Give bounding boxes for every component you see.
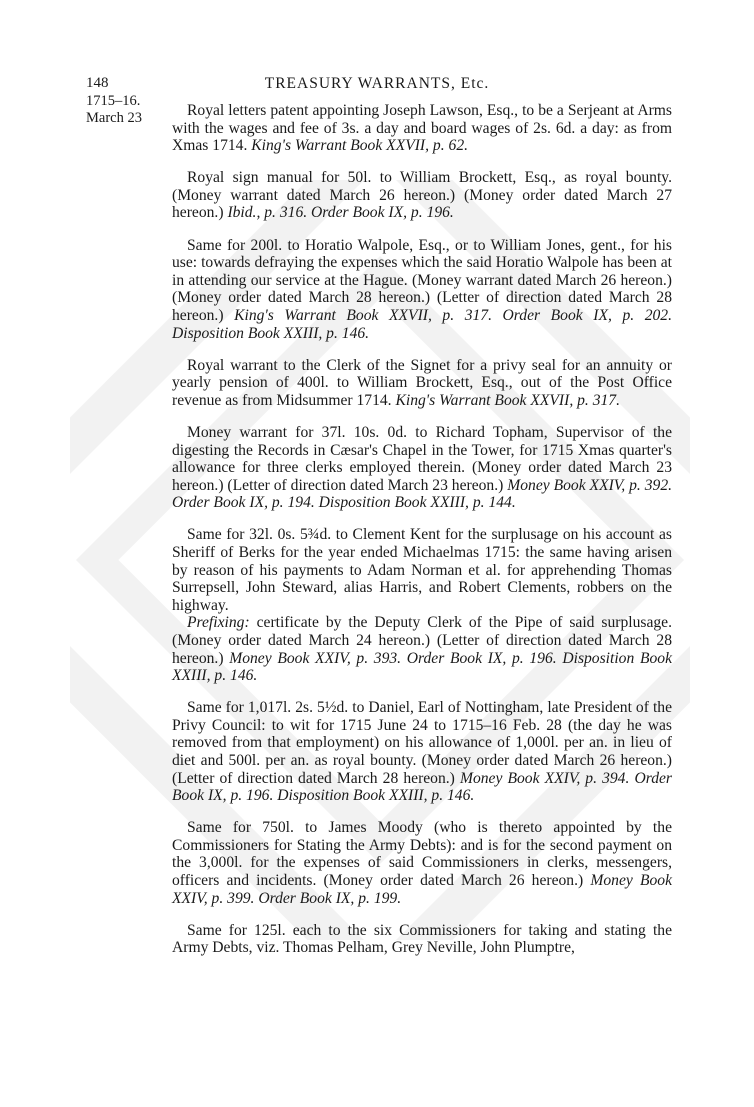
- entry: [172, 237, 672, 343]
- entry-text: Royal sign manual for 50l. to William Brockett, Esq., as royal bounty. (Money warrant dated March 26 hereon.) (Money order dated March 27 hereon.): [172, 169, 672, 222]
- entry-text: Same for 1,017l. 2s. 5½d. to Daniel, Earl of Nottingham, late President of the Privy Council: to wit for 1715 June 24 to 1715–16 Feb. 28 (the day he was removed from that employment) on his allowance of 1,000l. per an. in lieu of diet and 500l. per an. as royal bounty. (Money order dated March 26 hereon.) (Letter of direction dated March 28 hereon.): [172, 699, 672, 787]
- page-number: 148: [86, 75, 109, 91]
- entry-text: certificate by the Deputy Clerk of the Pipe of said surplusage. (Money order dated March 24 hereon.) (Letter of direction dated March 28 hereon.): [172, 614, 672, 667]
- margin-dates: [86, 93, 142, 127]
- entry-text: Money warrant for 37l. 10s. 0d. to Richard Topham, Supervisor of the digesting the Records in Cæsar's Chapel in the Tower, for 1715 Xmas quarter's allowance for three clerks employed therein. (Money order dated March 23 hereon.) (Letter of direction dated March 23 hereon.): [172, 423, 672, 494]
- running-title: TREASURY WARRANTS, Etc.: [264, 75, 490, 92]
- entry-text: Same for 125l. each to the six Commissioners for taking and stating the Army Debts, viz. Thomas Pelham, Grey Neville, John Plumptre,: [172, 921, 672, 957]
- entry-text: Same for 32l. 0s. 5¾d. to Clement Kent for the surplusage on his account as Sheriff of Berks for the year ended Michaelmas 1715: the same having arisen by reason of his payments to Adam Norman et al. for apprehending Thomas Surrepsell, John Steward, alias Harris, and Robert Clements, robbers on the highway.: [172, 526, 672, 614]
- entry-text: Same for 200l. to Horatio Walpole, Esq., or to William Jones, gent., for his use: towards defraying the expenses which the said Horatio Walpole has been at in attending our service at the Hague. (Money warrant dated March 26 hereon.) (Money order dated March 28 hereon.) (Letter of direction dated March 28 hereon.): [172, 236, 672, 324]
- entry: [172, 699, 672, 805]
- entry-text: Royal letters patent appointing Joseph Lawson, Esq., to be a Serjeant at Arms with the wages and fee of 3s. a day and board wages of 2s. 6d. a day: as from Xmas 1714.: [172, 102, 672, 155]
- entry-text: Royal warrant to the Clerk of the Signet for a privy seal for an annuity or yearly pension of 400l. to William Brockett, Esq., out of the Post Office revenue as from Midsummer 1714.: [172, 356, 672, 409]
- entry: [172, 102, 672, 155]
- entry-prefixing: [172, 614, 672, 684]
- entry: [172, 526, 672, 614]
- entry-reference: Money Book XXIV, p. 392. Order Book IX, p. 194. Disposition Book XXIII, p. 144.: [172, 476, 673, 512]
- entry-reference: Money Book XXIV, p. 394. Order Book IX, p. 196. Disposition Book XXIII, p. 146.: [172, 769, 672, 805]
- entry: [172, 169, 672, 222]
- margin-date: March 23: [86, 110, 142, 126]
- entry-reference: King's Warrant Book XXVII, p. 62.: [251, 137, 469, 155]
- entry: [172, 922, 672, 957]
- entry-reference: Money Book XXIV, p. 393. Order Book IX, p. 196. Disposition Book XXIII, p. 146.: [172, 649, 672, 685]
- document-body: [172, 102, 672, 957]
- entry: [172, 357, 672, 410]
- entry-text: Same for 750l. to James Moody (who is thereto appointed by the Commissioners for Stating the Army Debts): and is for the second payment on the 3,000l. for the expenses of said Commissioners in clerks, messengers, officers and incidents. (Money order dated March 26 hereon.): [172, 819, 672, 890]
- entry: [172, 819, 672, 907]
- margin-year: 1715–16.: [86, 93, 141, 109]
- entry-reference: Money Book XXIV, p. 399. Order Book IX, p. 199.: [172, 872, 672, 907]
- entry-reference: King's Warrant Book XXVII, p. 317. Order Book IX, p. 202. Disposition Book XXIII, p. 146.: [172, 306, 672, 342]
- entry: [172, 424, 672, 512]
- entry-reference: King's Warrant Book XXVII, p. 317.: [395, 391, 620, 409]
- prefixing-label: Prefixing:: [187, 614, 250, 632]
- entry-reference: Ibid., p. 316. Order Book IX, p. 196.: [227, 204, 454, 222]
